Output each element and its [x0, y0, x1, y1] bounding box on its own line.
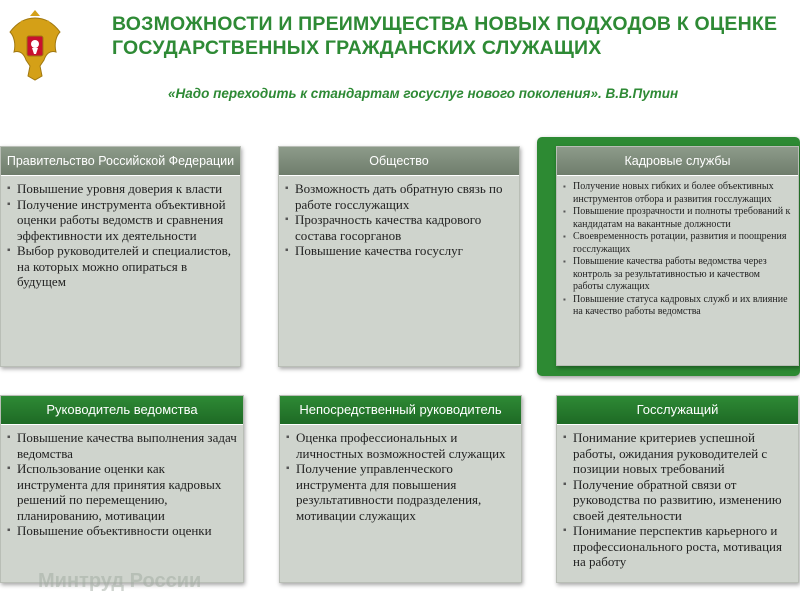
list-item: ▪ Получение обратной связи от руководства по развитию, изменению своей деятельности: [563, 477, 792, 524]
list-item: ▪ Своевременность ротации, развития и поощрения госслужащих: [563, 231, 792, 256]
list-item: ▪ Использование оценки как инструмента для принятия кадровых решений по перемещению, планированию, мотивации: [7, 461, 237, 523]
putin-quote: «Надо переходить к стандартам госуслуг нового поколения». В.В.Путин: [168, 86, 679, 101]
list-item: ▪ Понимание перспектив карьерного и профессионального роста, мотивация на работу: [563, 523, 792, 570]
list-item: ▪ Понимание критериев успешной работы, ожидания руководителей с позиции новых требований: [563, 430, 792, 477]
card-hr: [556, 146, 799, 366]
list-item: ▪ Повышение прозрачности и полноты требований к кандидатам на вакантные должности: [563, 206, 792, 231]
list-item: ▪ Выбор руководителей и специалистов, на которых можно опираться в будущем: [7, 243, 234, 290]
watermark-text: Минтруд России: [38, 570, 202, 592]
list-item: ▪ Повышение объективности оценки: [7, 523, 237, 539]
card-servant: [556, 395, 799, 583]
list-item: ▪ Повышение статуса кадровых служб и их влияние на качество работы ведомства: [563, 294, 792, 319]
card-society: [278, 146, 520, 367]
card-government-list: [1, 176, 240, 290]
coat-of-arms-emblem: [6, 6, 64, 88]
card-society-list: [279, 176, 519, 259]
list-item: ▪ Оценка профессиональных и личностных возможностей служащих: [286, 430, 515, 461]
card-servant-list: [557, 425, 798, 570]
list-item: ▪ Получение инструмента объективной оценки работы ведомств и сравнения эффективности их деятельности: [7, 197, 234, 244]
card-manager: [279, 395, 522, 583]
card-manager-title: Непосредственный руководитель: [280, 396, 521, 425]
list-item: ▪ Повышение качества госуслуг: [285, 243, 513, 259]
list-item: ▪ Получение управленческого инструмента для повышения результативности подразделения, мотивации служащих: [286, 461, 515, 523]
card-government-title: Правительство Российской Федерации: [1, 147, 240, 176]
card-government: [0, 146, 241, 367]
card-head-title: Руководитель ведомства: [1, 396, 243, 425]
page-title: ВОЗМОЖНОСТИ И ПРЕИМУЩЕСТВА НОВЫХ ПОДХОДОВ К ОЦЕНКЕ ГОСУДАРСТВЕННЫХ ГРАЖДАНСКИХ СЛУЖАЩИХ: [112, 13, 778, 59]
list-item: ▪ Повышение качества работы ведомства через контроль за результативностью и качеством работы служащих: [563, 256, 792, 294]
card-servant-title: Госслужащий: [557, 396, 798, 425]
card-head-list: [1, 425, 243, 539]
card-head: [0, 395, 244, 583]
card-hr-list: [557, 176, 798, 319]
list-item: ▪ Повышение уровня доверия к власти: [7, 181, 234, 197]
card-manager-list: [280, 425, 521, 523]
list-item: ▪ Повышение качества выполнения задач ведомства: [7, 430, 237, 461]
list-item: ▪ Прозрачность качества кадрового состава госорганов: [285, 212, 513, 243]
list-item: ▪ Возможность дать обратную связь по работе госслужащих: [285, 181, 513, 212]
list-item: ▪ Получение новых гибких и более объективных инструментов отбора и развития госслужащих: [563, 181, 792, 206]
card-society-title: Общество: [279, 147, 519, 176]
card-hr-title: Кадровые службы: [557, 147, 798, 176]
